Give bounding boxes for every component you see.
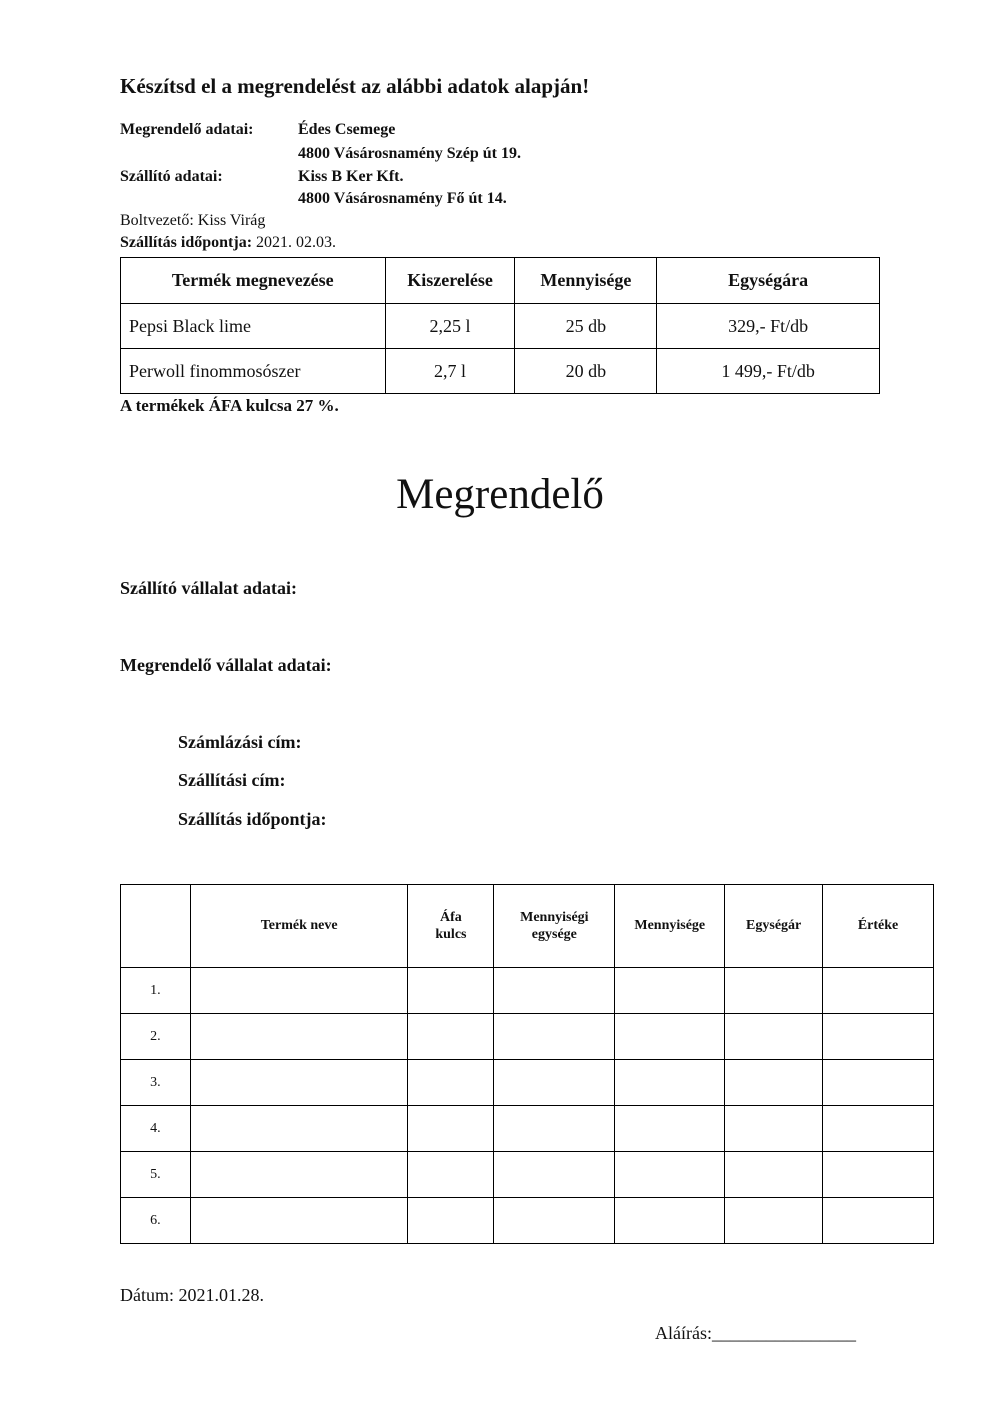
- unit-price-input-cell[interactable]: [725, 1152, 823, 1198]
- product-name-input-cell[interactable]: [190, 1152, 408, 1198]
- unit-price-input-cell[interactable]: [725, 968, 823, 1014]
- billing-address-label: Számlázási cím:: [178, 732, 302, 752]
- supplier-address: 4800 Vásárosnamény Fő út 14.: [298, 190, 507, 207]
- supplier-company-label: Szállító vállalat adatai:: [120, 578, 297, 598]
- table-row: [121, 349, 880, 394]
- product-name-input-cell[interactable]: [190, 1014, 408, 1060]
- unit-input-cell[interactable]: [494, 1106, 615, 1152]
- quantity-input-cell[interactable]: [615, 968, 725, 1014]
- quantity-input-cell[interactable]: [615, 1060, 725, 1106]
- delivery-label: Szállítás időpontja:: [120, 234, 253, 251]
- product-name-cell: Pepsi Black lime: [121, 304, 386, 349]
- vat-input-cell[interactable]: [408, 1106, 494, 1152]
- form-title: Megrendelő: [396, 471, 604, 518]
- table-row: [121, 1198, 934, 1244]
- unit-price-cell: 1 499,- Ft/db: [657, 349, 880, 394]
- value-input-cell[interactable]: [823, 1106, 934, 1152]
- unit-input-cell[interactable]: [494, 1152, 615, 1198]
- unit-price-input-cell[interactable]: [725, 1106, 823, 1152]
- customer-name: Édes Csemege: [298, 121, 396, 138]
- unit-input-cell[interactable]: [494, 968, 615, 1014]
- date-line: Dátum: 2021.01.28.: [120, 1285, 264, 1305]
- product-name-input-cell[interactable]: [190, 1060, 408, 1106]
- manager-line: Boltvezető: Kiss Virág: [120, 212, 266, 229]
- delivery-line: [120, 234, 336, 252]
- table-row: [121, 304, 880, 349]
- value-input-cell[interactable]: [823, 1014, 934, 1060]
- quantity-input-cell[interactable]: [615, 1014, 725, 1060]
- value-input-cell[interactable]: [823, 1198, 934, 1244]
- table-row: [121, 1152, 934, 1198]
- delivery-value: 2021. 02.03.: [256, 234, 337, 251]
- quantity-input-cell[interactable]: [615, 1106, 725, 1152]
- shipping-address-label: Szállítási cím:: [178, 770, 286, 790]
- row-number: 1.: [121, 968, 191, 1014]
- supplier-label: Szállító adatai:: [120, 168, 223, 185]
- header-product-name: Termék neve: [190, 885, 408, 968]
- header-value: Értéke: [823, 885, 934, 968]
- unit-price-input-cell[interactable]: [725, 1014, 823, 1060]
- header-product-name: Termék megnevezése: [121, 258, 386, 304]
- row-number: 4.: [121, 1106, 191, 1152]
- value-input-cell[interactable]: [823, 1060, 934, 1106]
- value-input-cell[interactable]: [823, 1152, 934, 1198]
- customer-company-label: Megrendelő vállalat adatai:: [120, 655, 332, 675]
- packaging-cell: 2,25 l: [385, 304, 515, 349]
- unit-price-cell: 329,- Ft/db: [657, 304, 880, 349]
- header-packaging: Kiszerelése: [385, 258, 515, 304]
- signature-line[interactable]: Aláírás:________________: [655, 1323, 856, 1343]
- customer-address: 4800 Vásárosnamény Szép út 19.: [298, 145, 521, 162]
- vat-input-cell[interactable]: [408, 968, 494, 1014]
- row-number: 5.: [121, 1152, 191, 1198]
- unit-price-input-cell[interactable]: [725, 1198, 823, 1244]
- vat-input-cell[interactable]: [408, 1014, 494, 1060]
- vat-input-cell[interactable]: [408, 1152, 494, 1198]
- quantity-cell: 25 db: [515, 304, 657, 349]
- delivery-date-label: Szállítás időpontja:: [178, 809, 327, 829]
- header-quantity: Mennyisége: [615, 885, 725, 968]
- header-unit-of-measure-text: Mennyiségi egysége: [520, 909, 589, 942]
- task-title: Készítsd el a megrendelést az alábbi adatok alapján!: [120, 74, 590, 98]
- quantity-input-cell[interactable]: [615, 1152, 725, 1198]
- table-row: [121, 968, 934, 1014]
- packaging-cell: 2,7 l: [385, 349, 515, 394]
- table-row: [121, 1106, 934, 1152]
- vat-note: A termékek ÁFA kulcsa 27 %.: [120, 396, 339, 415]
- order-table-header: [121, 885, 934, 968]
- header-unit-of-measure: [494, 885, 615, 968]
- unit-price-input-cell[interactable]: [725, 1060, 823, 1106]
- row-number: 2.: [121, 1014, 191, 1060]
- product-name-input-cell[interactable]: [190, 968, 408, 1014]
- vat-input-cell[interactable]: [408, 1198, 494, 1244]
- product-table: [120, 257, 880, 394]
- header-quantity: Mennyisége: [515, 258, 657, 304]
- product-name-input-cell[interactable]: [190, 1106, 408, 1152]
- unit-input-cell[interactable]: [494, 1014, 615, 1060]
- row-number: 6.: [121, 1198, 191, 1244]
- table-row: [121, 1014, 934, 1060]
- header-unit-price: Egységár: [725, 885, 823, 968]
- table-row: [121, 1060, 934, 1106]
- unit-input-cell[interactable]: [494, 1198, 615, 1244]
- header-row-number: [121, 885, 191, 968]
- product-name-cell: Perwoll finommosószer: [121, 349, 386, 394]
- header-unit-price: Egységára: [657, 258, 880, 304]
- supplier-name: Kiss B Ker Kft.: [298, 168, 404, 185]
- product-table-header: [121, 258, 880, 304]
- header-vat-rate: [408, 885, 494, 968]
- vat-input-cell[interactable]: [408, 1060, 494, 1106]
- product-name-input-cell[interactable]: [190, 1198, 408, 1244]
- order-table: [120, 884, 934, 1244]
- row-number: 3.: [121, 1060, 191, 1106]
- customer-label: Megrendelő adatai:: [120, 121, 254, 138]
- quantity-input-cell[interactable]: [615, 1198, 725, 1244]
- quantity-cell: 20 db: [515, 349, 657, 394]
- value-input-cell[interactable]: [823, 968, 934, 1014]
- header-vat-rate-text: Áfa kulcs: [435, 909, 467, 942]
- unit-input-cell[interactable]: [494, 1060, 615, 1106]
